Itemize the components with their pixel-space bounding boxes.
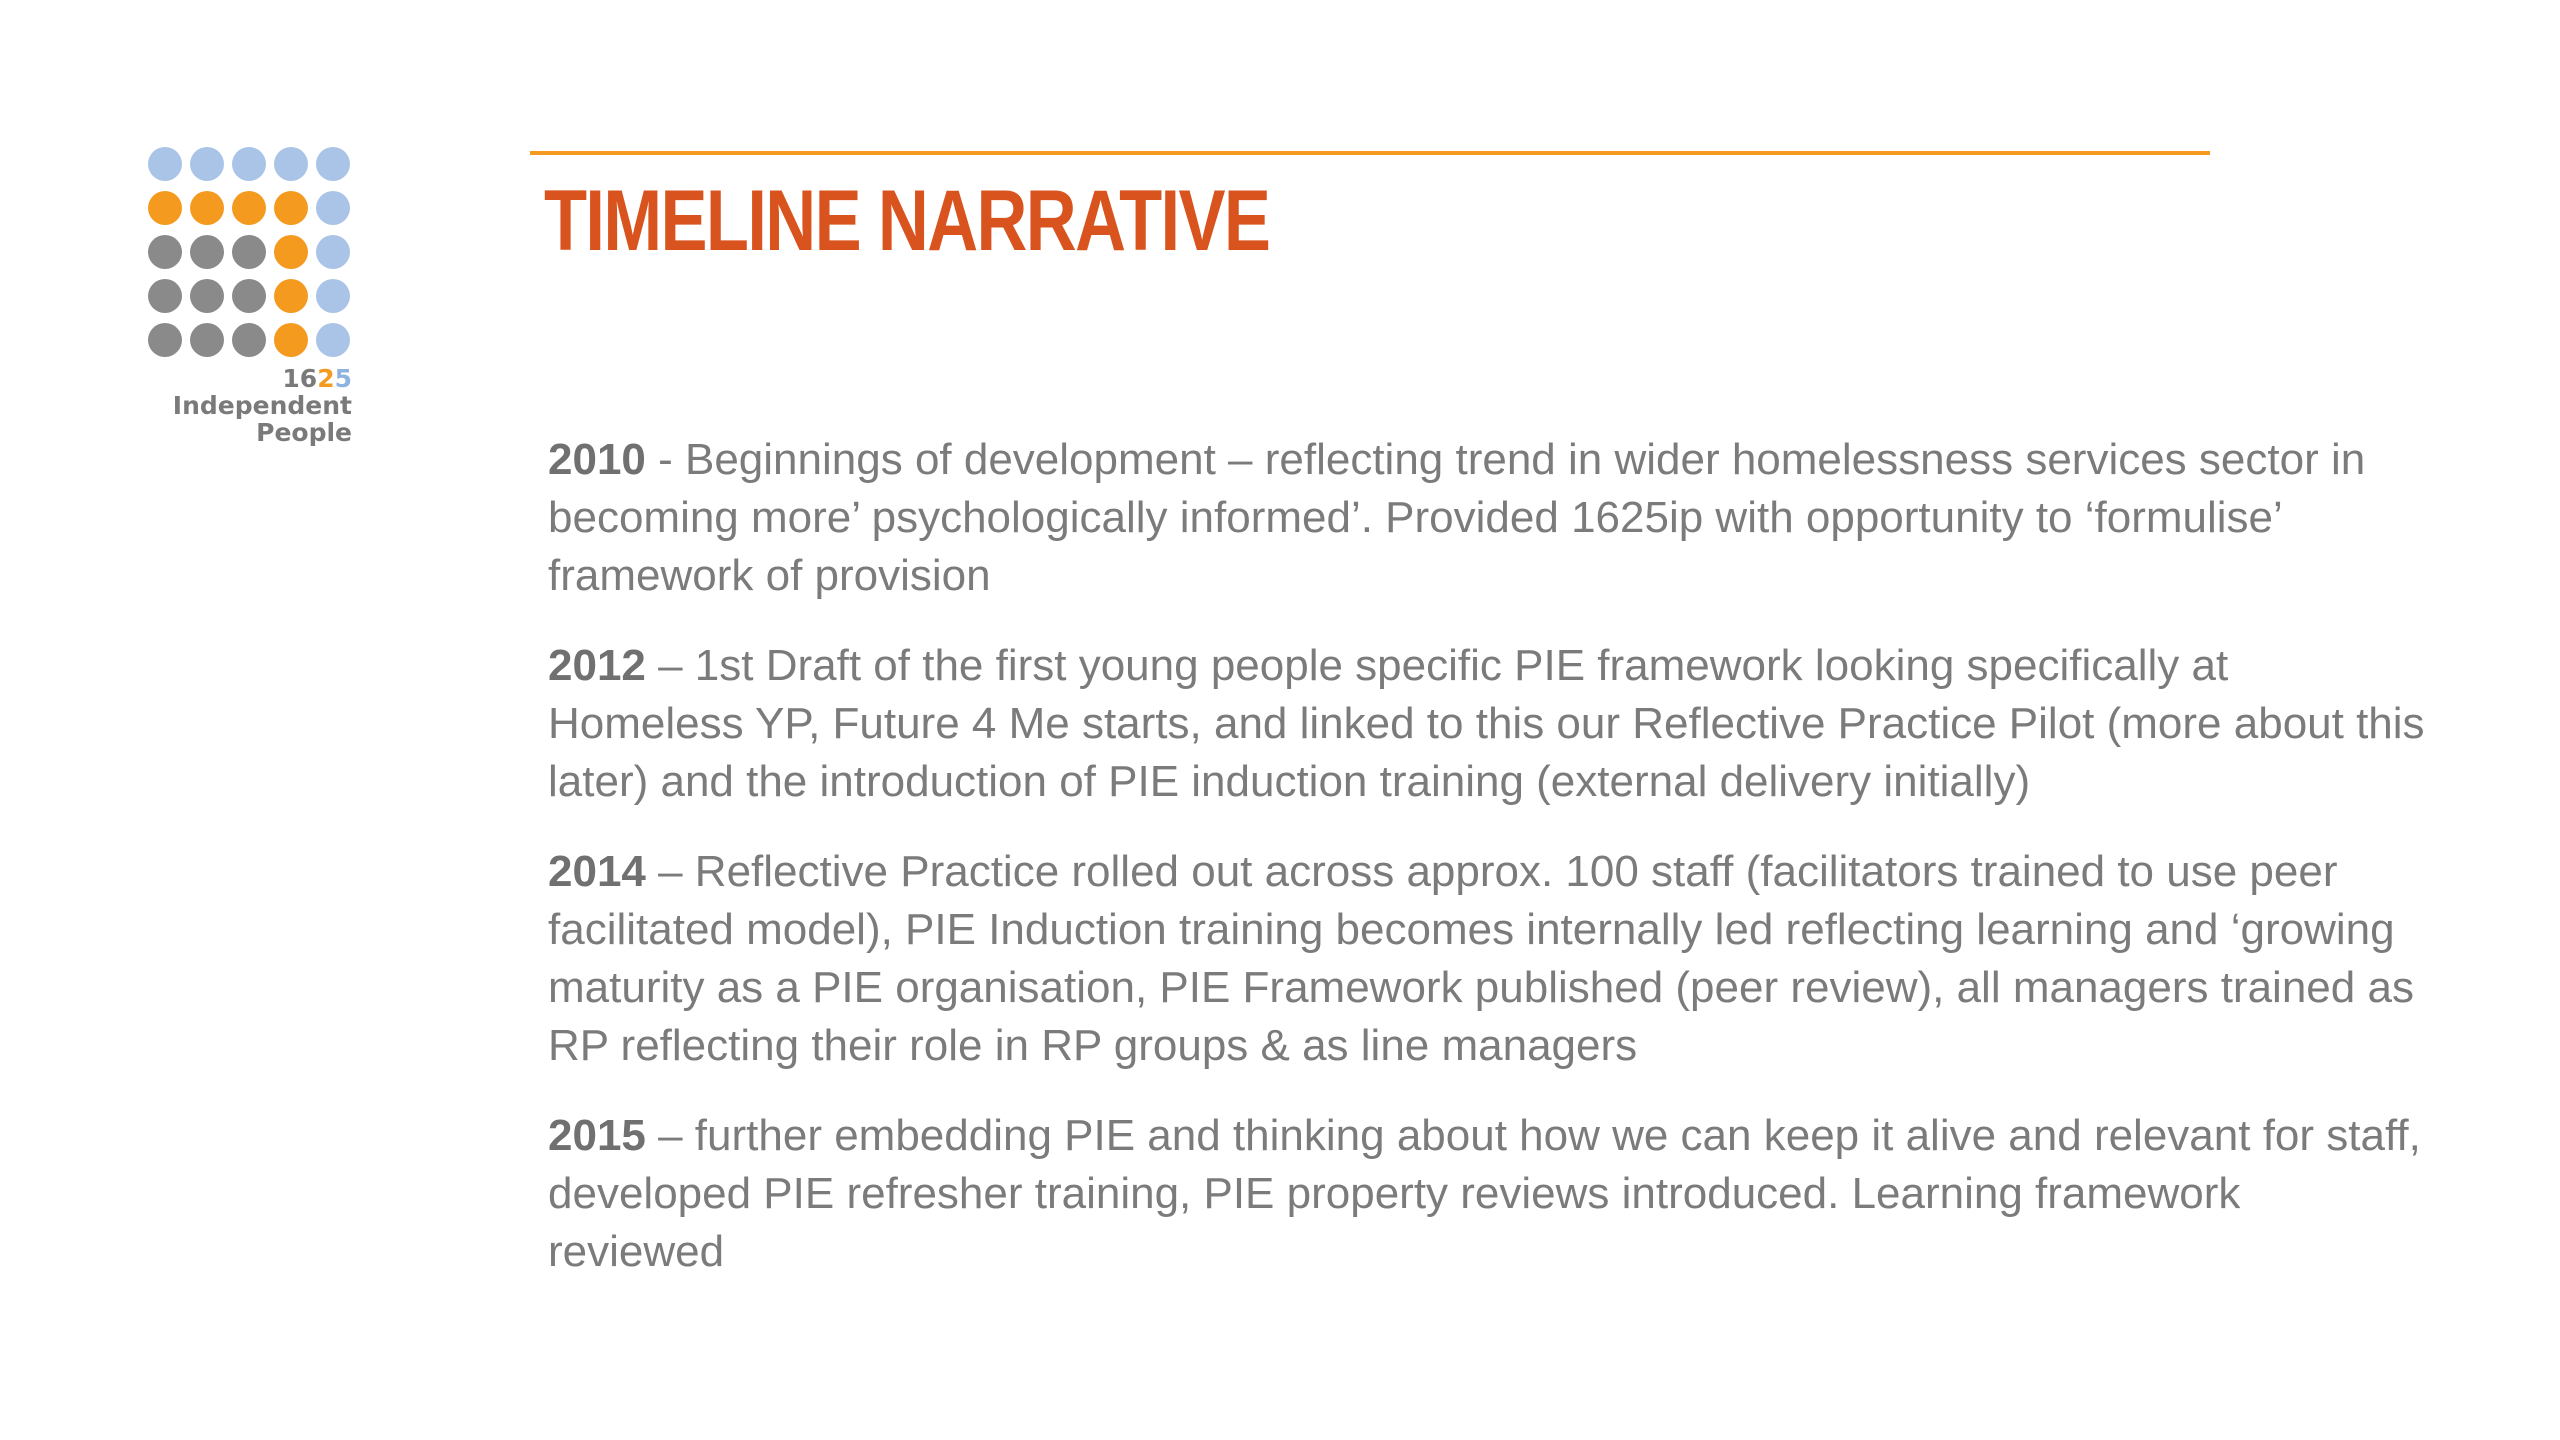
timeline-text: - Beginnings of development – reflecting trend in wider homelessness services sector in becoming more’ psychologically informed’. Provided 1625ip with opportunity to ‘formulise’ framework of provision xyxy=(548,435,2366,600)
logo-dot xyxy=(232,235,266,269)
logo-dot xyxy=(316,279,350,313)
timeline-content xyxy=(548,431,2428,1313)
timeline-year: 2015 xyxy=(548,1111,646,1160)
logo-dot xyxy=(316,147,350,181)
logo-number-part2: 2 xyxy=(317,364,335,393)
logo-dot xyxy=(148,147,182,181)
logo-dot xyxy=(232,323,266,357)
timeline-entry xyxy=(548,431,2428,605)
logo-dot xyxy=(316,191,350,225)
logo-text xyxy=(148,365,352,446)
logo-dot xyxy=(190,191,224,225)
logo-dot xyxy=(274,235,308,269)
logo-dot xyxy=(274,323,308,357)
timeline-entry xyxy=(548,637,2428,811)
timeline-text: – further embedding PIE and thinking about how we can keep it alive and relevant for staff, developed PIE refresher training, PIE property reviews introduced. Learning framework reviewed xyxy=(548,1111,2421,1276)
logo-number-part3: 5 xyxy=(334,364,352,393)
logo-number-part1: 16 xyxy=(282,364,318,393)
logo-dot xyxy=(232,191,266,225)
logo-dot xyxy=(274,191,308,225)
logo-dot xyxy=(316,235,350,269)
logo-number xyxy=(148,365,352,392)
logo-dot xyxy=(190,323,224,357)
timeline-text: – 1st Draft of the first young people specific PIE framework looking specifically at Homeless YP, Future 4 Me starts, and linked to this our Reflective Practice Pilot (more about this later) and the introduction of PIE induction training (external delivery initially) xyxy=(548,641,2425,806)
logo xyxy=(148,147,358,446)
logo-dot xyxy=(148,235,182,269)
title-rule xyxy=(530,151,2210,155)
logo-dot xyxy=(232,279,266,313)
logo-dot xyxy=(148,279,182,313)
logo-dot xyxy=(274,279,308,313)
logo-line-independent: Independent xyxy=(172,391,352,420)
logo-dot xyxy=(190,235,224,269)
logo-dot xyxy=(148,323,182,357)
timeline-year: 2010 xyxy=(548,435,646,484)
logo-line-people: People xyxy=(256,418,352,447)
logo-dot xyxy=(190,147,224,181)
timeline-entry xyxy=(548,843,2428,1075)
logo-dot xyxy=(316,323,350,357)
logo-dot xyxy=(190,279,224,313)
timeline-text: – Reflective Practice rolled out across approx. 100 staff (facilitators trained to use peer facilitated model), PIE Induction training becomes internally led reflecting learning and ‘growing maturity as a PIE organisation, PIE Framework published (peer review), all managers trained as RP reflecting their role in RP groups & as line managers xyxy=(548,847,2414,1070)
logo-dot-grid xyxy=(148,147,358,357)
page-title: TIMELINE NARRATIVE xyxy=(544,173,1270,269)
timeline-year: 2012 xyxy=(548,641,646,690)
logo-dot xyxy=(274,147,308,181)
timeline-entry xyxy=(548,1107,2428,1281)
logo-dot xyxy=(148,191,182,225)
logo-dot xyxy=(232,147,266,181)
timeline-year: 2014 xyxy=(548,847,646,896)
